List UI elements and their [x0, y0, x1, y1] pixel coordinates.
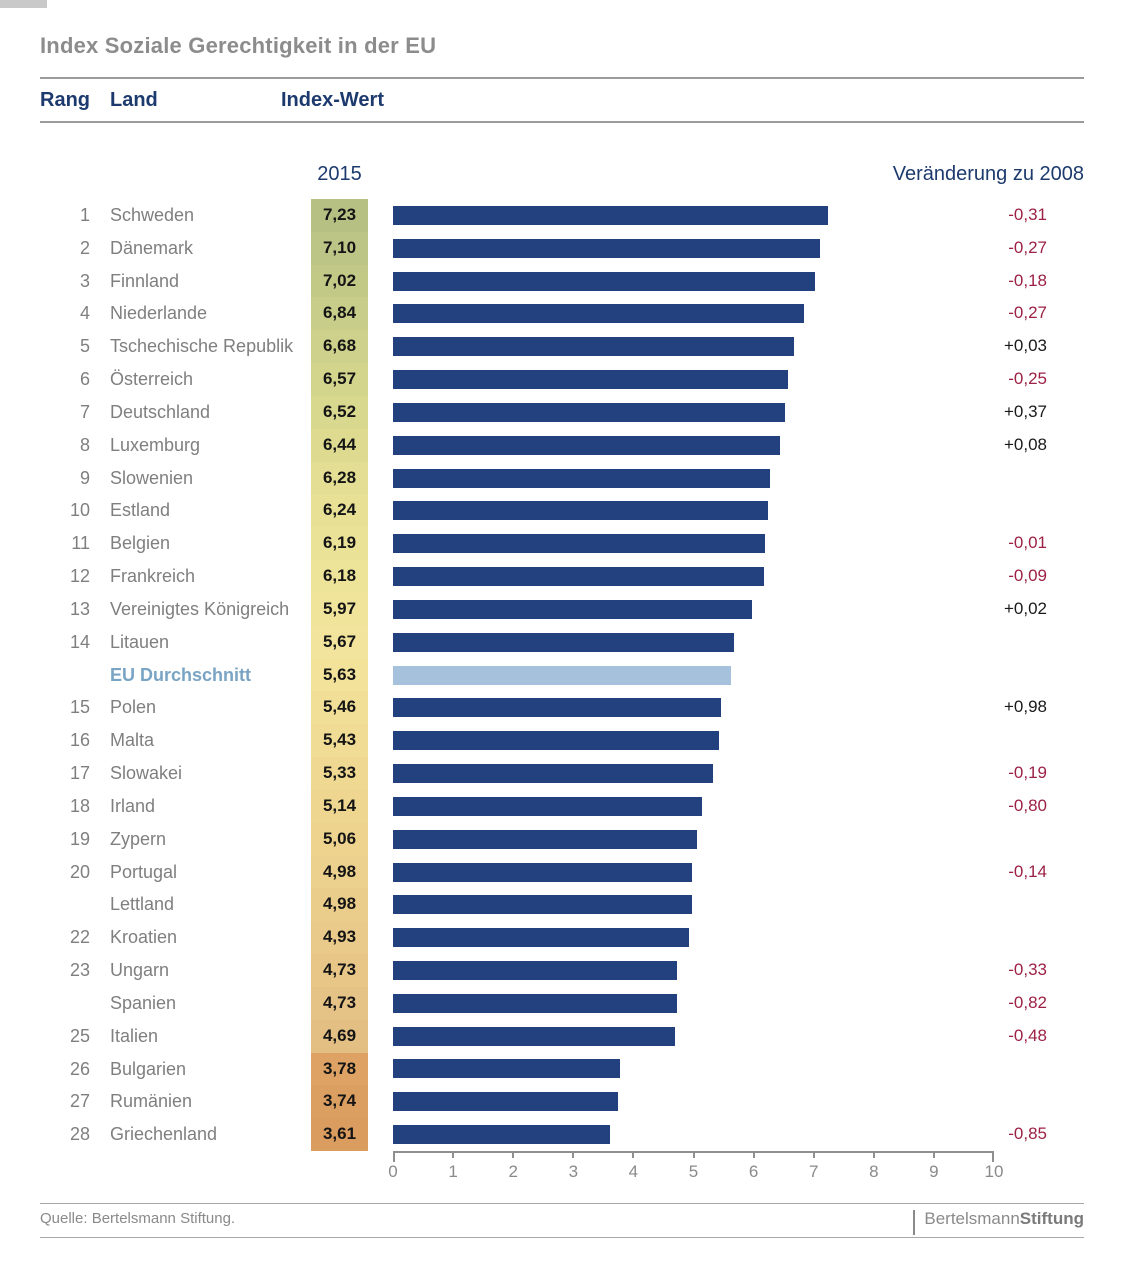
country-label: Spanien [110, 992, 177, 1013]
x-axis-tick [693, 1151, 695, 1158]
country-label: Schweden [110, 205, 195, 225]
country-label: Österreich [110, 369, 194, 390]
country-label: Rumänien [110, 1091, 193, 1112]
change-value: -0,85 [1008, 1124, 1047, 1144]
rank-cell: 20 [69, 861, 90, 882]
rank-cell: 9 [79, 467, 90, 488]
index-value-cell: 5,14 [311, 790, 368, 823]
rank-cell: 13 [69, 598, 90, 619]
change-value: -0,82 [1008, 992, 1047, 1012]
table-row [0, 265, 1125, 298]
rank-cell: 12 [69, 566, 90, 587]
index-bar [393, 403, 785, 422]
table-row [0, 790, 1125, 823]
change-value: -0,25 [1008, 369, 1047, 389]
x-axis-tick [873, 1151, 875, 1158]
column-header-land: Land [110, 89, 158, 111]
index-bar [393, 731, 719, 750]
index-value-cell: 4,93 [311, 921, 368, 954]
rank-cell: 15 [69, 697, 90, 718]
table-row [0, 1085, 1125, 1118]
rank-cell: 16 [69, 730, 90, 751]
change-value: -0,27 [1008, 237, 1047, 257]
table-row [0, 527, 1125, 560]
column-header-rang: Rang [40, 89, 90, 111]
index-bar [393, 304, 804, 323]
index-value-cell: 7,23 [311, 199, 368, 232]
country-label: Belgien [110, 533, 171, 554]
source-note: Quelle: Bertelsmann Stiftung. [40, 1210, 236, 1227]
table-row [0, 363, 1125, 396]
rank-cell: 5 [79, 336, 90, 357]
index-value-cell: 6,52 [311, 396, 368, 429]
table-row [0, 724, 1125, 757]
index-value-cell: 7,10 [311, 232, 368, 265]
table-row [0, 232, 1125, 265]
index-bar [393, 1059, 620, 1078]
index-bar [393, 600, 752, 619]
bertelsmann-stiftung-logo [884, 1209, 1084, 1229]
logo-text-regular: Bertelsmann [924, 1209, 1020, 1228]
change-value: +0,98 [1003, 697, 1047, 717]
index-value-cell: 6,68 [311, 330, 368, 363]
country-label: Niederlande [110, 303, 208, 324]
country-label: Kroatien [110, 927, 178, 948]
x-axis-tick-label: 1 [448, 1162, 458, 1181]
x-axis-tick-label: 8 [869, 1162, 879, 1181]
x-axis-tick [452, 1151, 454, 1158]
change-value: +0,37 [1003, 401, 1047, 421]
year-label-2015: 2015 [317, 163, 362, 185]
country-label: Vereinigtes Königreich [110, 598, 290, 619]
change-value: -0,48 [1008, 1025, 1047, 1045]
index-bar [393, 567, 764, 586]
index-value-cell: 5,67 [311, 626, 368, 659]
x-axis-tick [393, 1151, 395, 1162]
country-label: Ungarn [110, 960, 170, 981]
country-label: Griechenland [110, 1124, 218, 1145]
country-label: Luxemburg [110, 434, 201, 455]
logo-separator-bar [913, 1210, 915, 1235]
table-row [0, 954, 1125, 987]
change-value: -0,80 [1008, 795, 1047, 815]
index-bar [393, 961, 677, 980]
country-label: Irland [110, 795, 156, 816]
index-bar [393, 337, 794, 356]
index-value-cell: 5,46 [311, 691, 368, 724]
rank-cell: 10 [69, 500, 90, 521]
change-value: -0,14 [1008, 861, 1047, 881]
country-label: Portugal [110, 861, 178, 882]
index-value-cell: 5,43 [311, 724, 368, 757]
change-value: +0,03 [1003, 336, 1047, 356]
table-row [0, 888, 1125, 921]
index-bar [393, 666, 731, 685]
index-value-cell: 5,97 [311, 593, 368, 626]
index-value-cell: 4,73 [311, 954, 368, 987]
table-row [0, 560, 1125, 593]
index-bar [393, 534, 765, 553]
index-bar [393, 633, 734, 652]
index-bar [393, 994, 677, 1013]
table-row [0, 494, 1125, 527]
change-value: -0,09 [1008, 566, 1047, 586]
x-axis-tick-label: 4 [628, 1162, 639, 1181]
table-row [0, 921, 1125, 954]
table-row [0, 199, 1125, 232]
index-value-cell: 4,98 [311, 888, 368, 921]
index-bar [393, 895, 692, 914]
rank-cell: 14 [69, 631, 90, 652]
index-bar [393, 206, 828, 225]
index-value-cell: 5,33 [311, 757, 368, 790]
country-label: Frankreich [110, 566, 196, 587]
change-value: -0,33 [1008, 960, 1047, 980]
x-axis-tick-label: 7 [808, 1162, 819, 1181]
country-label: Italien [110, 1025, 159, 1046]
table-row [0, 1053, 1125, 1086]
page-title: Index Soziale Gerechtigkeit in der EU [40, 33, 437, 58]
index-value-cell: 6,28 [311, 462, 368, 495]
country-label: Polen [110, 697, 157, 718]
table-row [0, 330, 1125, 363]
x-axis-tick [933, 1151, 935, 1158]
rank-cell: 17 [69, 763, 90, 784]
index-value-cell: 6,44 [311, 429, 368, 462]
country-label: Finnland [110, 270, 180, 291]
index-value-cell: 3,78 [311, 1053, 368, 1086]
table-row [0, 626, 1125, 659]
x-axis-tick-label: 9 [929, 1162, 939, 1181]
index-bar [393, 764, 713, 783]
x-axis-tick [512, 1151, 514, 1158]
rank-cell: 26 [69, 1058, 90, 1079]
index-value-cell: 3,61 [311, 1118, 368, 1151]
index-value-cell: 6,57 [311, 363, 368, 396]
change-value: +0,08 [1003, 434, 1047, 454]
change-value: -0,31 [1008, 205, 1047, 224]
x-axis-tick-label: 2 [508, 1162, 518, 1181]
index-bar [393, 797, 702, 816]
country-label: Zypern [110, 828, 167, 849]
rank-cell: 4 [79, 303, 90, 324]
index-value-cell: 4,73 [311, 987, 368, 1020]
change-value: -0,27 [1008, 303, 1047, 323]
footer-bottom-divider [40, 1237, 1084, 1238]
rank-cell: 28 [69, 1124, 90, 1145]
country-label: Lettland [110, 894, 175, 915]
index-value-cell: 6,18 [311, 560, 368, 593]
change-column-label: Veränderung zu 2008 [892, 163, 1084, 185]
x-axis-tick-label: 3 [568, 1162, 579, 1181]
rank-cell: 18 [69, 795, 90, 816]
table-row [0, 593, 1125, 626]
country-label: Bulgarien [110, 1058, 187, 1079]
index-value-cell: 4,69 [311, 1020, 368, 1053]
table-row [0, 1118, 1125, 1151]
table-row [0, 1020, 1125, 1053]
rank-cell: 6 [79, 369, 90, 390]
country-label: Estland [110, 500, 171, 521]
table-row [0, 297, 1125, 330]
rank-cell: 25 [69, 1025, 90, 1046]
x-axis-tick [632, 1151, 634, 1158]
table-row [0, 823, 1125, 856]
index-value-cell: 4,98 [311, 856, 368, 889]
table-row [0, 659, 1125, 692]
table-row [0, 987, 1125, 1020]
index-bar [393, 863, 692, 882]
x-axis-tick [572, 1151, 574, 1158]
index-bar [393, 239, 820, 258]
country-label: Dänemark [110, 237, 194, 258]
column-header-index-wert: Index-Wert [281, 89, 384, 111]
rank-cell: 27 [69, 1091, 90, 1112]
index-bar [393, 1125, 610, 1144]
country-label: Slowakei [110, 763, 183, 784]
rank-cell: 23 [69, 960, 90, 981]
country-label: EU Durchschnitt [110, 664, 252, 685]
country-label: Malta [110, 730, 155, 751]
rank-cell: 8 [79, 434, 90, 455]
logo-text-bold: Stiftung [1019, 1209, 1084, 1228]
index-value-cell: 6,84 [311, 297, 368, 330]
footer-top-divider [40, 1203, 1084, 1204]
index-value-cell: 3,74 [311, 1085, 368, 1118]
index-value-cell: 5,63 [311, 659, 368, 692]
rank-cell: 1 [79, 205, 90, 225]
x-axis [388, 1151, 1004, 1191]
index-bar [393, 698, 721, 717]
index-bar [393, 272, 815, 291]
country-label: Tschechische Republik [110, 336, 294, 357]
index-bar [393, 928, 689, 947]
x-axis-tick-label: 5 [688, 1162, 699, 1181]
x-axis-tick-label: 10 [984, 1162, 1004, 1181]
index-bar [393, 436, 780, 455]
x-axis-tick-label: 0 [388, 1162, 398, 1181]
country-label: Slowenien [110, 467, 194, 488]
rank-cell: 2 [79, 237, 90, 258]
rank-cell: 22 [69, 927, 90, 948]
change-value: +0,02 [1003, 598, 1047, 618]
rank-cell: 7 [79, 401, 90, 422]
index-value-cell: 5,06 [311, 823, 368, 856]
table-row [0, 462, 1125, 495]
x-axis-tick [992, 1151, 994, 1162]
rank-cell: 3 [79, 270, 90, 291]
index-bar [393, 1027, 675, 1046]
change-value: -0,18 [1008, 270, 1047, 290]
index-bar [393, 1092, 618, 1111]
change-value: -0,01 [1008, 533, 1047, 553]
index-bar [393, 830, 697, 849]
table-row [0, 691, 1125, 724]
x-axis-tick [813, 1151, 815, 1158]
index-bar [393, 370, 788, 389]
x-axis-tick-label: 6 [748, 1162, 759, 1181]
country-label: Litauen [110, 631, 170, 652]
table-row [0, 396, 1125, 429]
table-row [0, 757, 1125, 790]
x-axis-tick [753, 1151, 755, 1158]
logo-text [924, 1209, 1084, 1228]
table-row [0, 429, 1125, 462]
change-value: -0,19 [1008, 763, 1047, 783]
index-bar [393, 501, 768, 520]
table-row [0, 856, 1125, 889]
index-value-cell: 6,19 [311, 527, 368, 560]
country-label: Deutschland [110, 401, 211, 422]
index-bar [393, 469, 770, 488]
rank-cell: 19 [69, 828, 90, 849]
index-value-cell: 6,24 [311, 494, 368, 527]
index-value-cell: 7,02 [311, 265, 368, 298]
rank-cell: 11 [71, 533, 90, 554]
